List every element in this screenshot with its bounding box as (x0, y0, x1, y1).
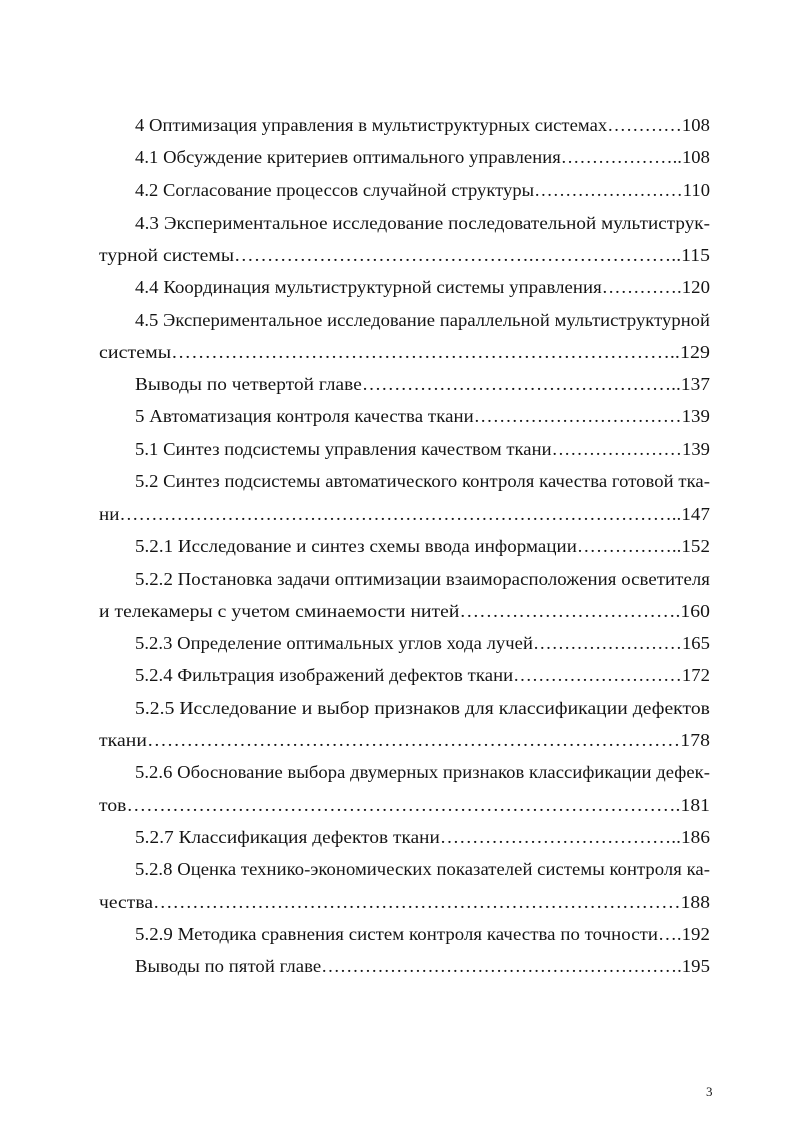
page-number: 3 (706, 1084, 713, 1099)
document-page: 4 Оптимизация управления в мультиструктурных системах…………108 4.1 Обсуждение критериев оптимального управления………………..108 4.2 Согласование процессов случайной структуры……………………110 4.3 Экспериментальное исследование последовательной мультиструк- турной системы……………………………………….…………………..115 4.4 Координация мультиструктурной системы управления………….120 4.5 Экспериментальное исследование параллельной мультиструктурной системы…………………………………………………………………..129 Выводы по четвертой главе…………………………………………..137 5 Автоматизация контроля качества ткани……………………………139 5.1 Синтез подсистемы управления качеством ткани…………………139 5.2 Синтез подсистемы автоматического контроля качества готовой тка- ни……………………………………………………………………………..147 5.2.1 Исследование и синтез схемы ввода информации……………..152 5.2.2 Постановка задачи оптимизации взаиморасположения осветителя и телекамеры с учетом сминаемости нитей…………………………….160 5.2.3 Определение оптимальных углов хода лучей……………………165 5.2.4 Фильтрация изображений дефектов ткани………………………172 5.2.5 Исследование и выбор признаков для классификации дефектов ткани………………………………………………………………………178 5.2.6 Обоснование выбора двумерных признаков классификации дефек- тов………………………………………………………………………….181 5.2.7 Классификация дефектов ткани………………………………..186 5.2.8 Оценка технико-экономических показателей системы контроля ка- чества………………………………………………………………………188 5.2.9 Методика сравнения систем контроля качества по точности….192 Выводы по пятой главе………………………………………………….195 3 (99, 115, 713, 1099)
